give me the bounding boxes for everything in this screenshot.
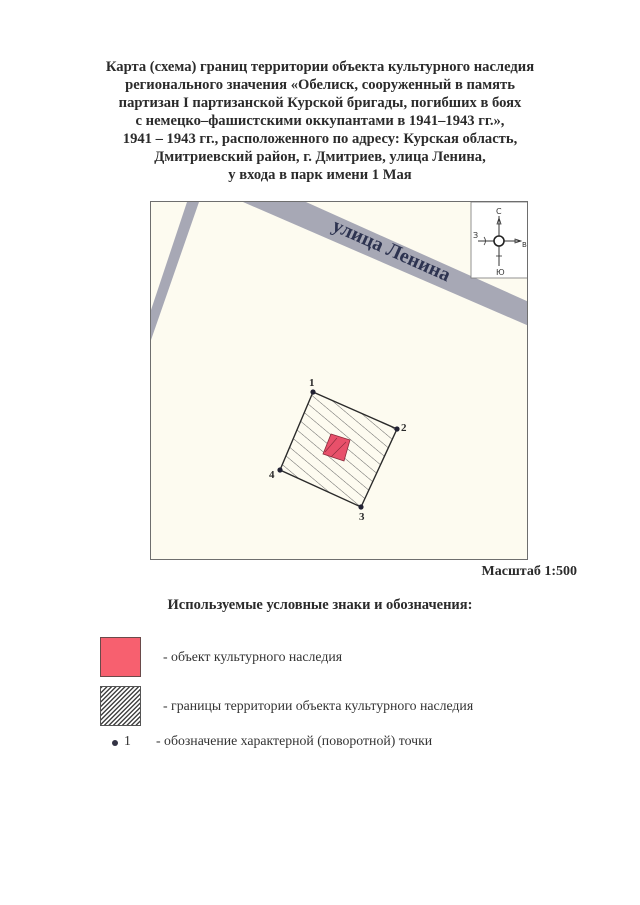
legend-text: - обозначение характерной (поворотной) точки [156, 733, 433, 748]
title-line: регионального значения «Обелиск, сооруженный в память [125, 77, 515, 93]
map-frame [150, 201, 528, 560]
title-line: партизан I партизанской Курской бригады, погибших в боях [118, 95, 522, 111]
street-label: улица Ленина [328, 214, 454, 287]
svg-text:2: 2 [401, 422, 407, 434]
compass-north: С [496, 207, 502, 216]
title-line: с немецко–фашистскими оккупантами в 1941–1943 гг.», [135, 113, 505, 129]
hatched-square-icon [100, 686, 141, 726]
legend-title: Используемые условные знаки и обозначения: [167, 597, 473, 613]
point-icon [112, 740, 118, 746]
compass-east: В [522, 241, 527, 249]
compass-rose [471, 202, 528, 278]
svg-text:4: 4 [269, 469, 275, 481]
svg-text:1: 1 [309, 377, 315, 389]
title-line: 1941 – 1943 гг., расположенного по адресу: Курская область, [122, 131, 518, 147]
legend-text: - объект культурного наследия [163, 649, 343, 664]
title-line: Карта (схема) границ территории объекта культурного наследия [105, 59, 535, 75]
compass-south: Ю [496, 268, 505, 277]
point-label: 1 [124, 733, 131, 748]
svg-text:3: 3 [359, 511, 365, 523]
turning-point-3 [358, 504, 365, 523]
secondary-road [151, 202, 199, 340]
document-title [60, 58, 580, 184]
title-line: у входа в парк имени 1 Мая [228, 167, 412, 183]
red-square-icon [100, 637, 141, 677]
turning-point-1 [309, 377, 316, 395]
map-scale: Масштаб 1:500 [481, 564, 577, 579]
compass-west: З [473, 231, 479, 240]
title-line: Дмитриевский район, г. Дмитриев, улица Ленина, [154, 149, 486, 165]
turning-point-4 [269, 467, 283, 481]
legend-text: - границы территории объекта культурного наследия [163, 698, 474, 713]
map-canvas [151, 202, 528, 560]
